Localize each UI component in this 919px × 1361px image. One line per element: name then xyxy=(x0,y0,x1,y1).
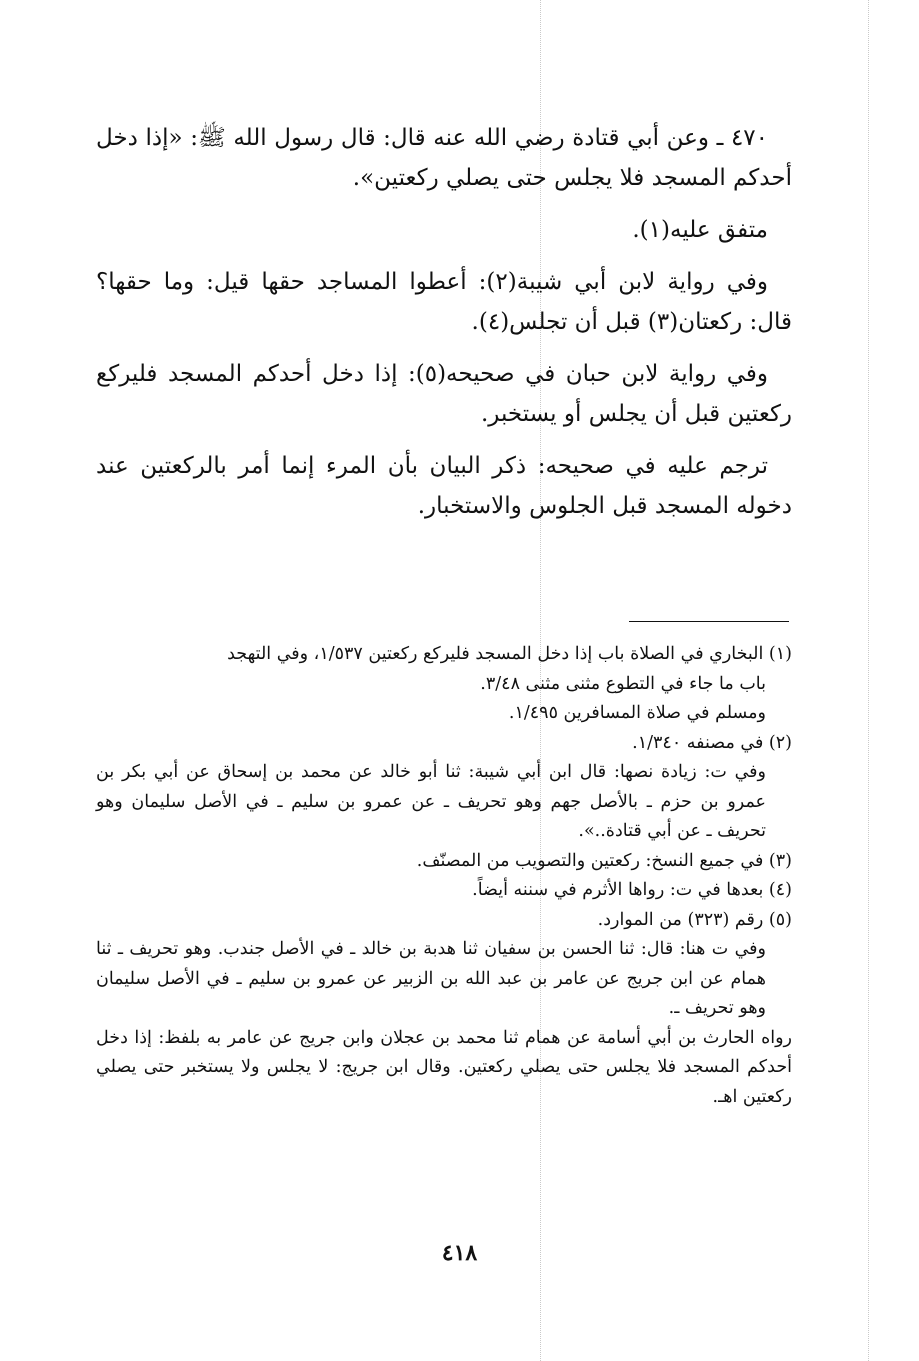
commentary-paragraph: ترجم عليه في صحيحه: ذكر البيان بأن المرء إنما أمر بالركعتين عند دخوله المسجد قبل الجلوس والاستخبار. xyxy=(96,453,792,519)
narration-paragraph: وفي رواية لابن أبي شيبة(٢): أعطوا المساجد حقها قيل: وما حقها؟ قال: ركعتان(٣) قبل أن تجلس(٤). xyxy=(96,269,792,335)
footnote-5-continued: وفي ت هنا: قال: ثنا الحسن بن سفيان ثنا هدبة بن خالد ـ في الأصل جندب. وهو تحريف ـ ثنا همام عن ابن جريج عن عامر بن عبد الله بن الزبير عن عمرو بن سليم ـ في الأصل سليمان وهو تحريف ـ. xyxy=(96,939,766,1018)
footnote-1: (١) البخاري في الصلاة باب إذا دخل المسجد فليركع ركعتين ١/٥٣٧، وفي التهجد xyxy=(227,644,792,664)
footnote-2: (٢) في مصنفه ١/٣٤٠. xyxy=(632,732,792,753)
footnote-4: (٤) بعدها في ت: رواها الأثرم في سننه أيضاً. xyxy=(472,880,792,900)
source-line: متفق عليه(١). xyxy=(632,217,768,243)
footnote-3: (٣) في جميع النسخ: ركعتين والتصويب من المصنّف. xyxy=(416,850,792,871)
hadith-paragraph: ٤٧٠ ـ وعن أبي قتادة رضي الله عنه قال: قال رسول الله ﷺ: «إذا دخل أحدكم المسجد فلا يجلس حتى يصلي ركعتين». xyxy=(96,125,792,191)
footnote-5: (٥) رقم (٣٢٣) من الموارد. xyxy=(597,909,792,930)
page-number: ٤١٨ xyxy=(441,1240,478,1266)
footnotes xyxy=(96,640,792,1112)
footnote-1-continued: باب ما جاء في التطوع مثنى مثنى ٣/٤٨. xyxy=(480,673,766,694)
scan-guide-line xyxy=(868,0,869,1361)
footnote-divider xyxy=(629,621,789,622)
main-text xyxy=(96,118,792,538)
footnote-5-continued: رواه الحارث بن أبي أسامة عن همام ثنا محمد بن عجلان وابن جريج عن عامر به بلفظ: إذا دخل أحدكم المسجد فلا يجلس حتى يصلي ركعتين. وقال ابن جريج: لا يجلس ولا يستخبر حتى يصلي ركعتين اهـ. xyxy=(96,1027,792,1107)
narration-paragraph: وفي رواية لابن حبان في صحيحه(٥): إذا دخل أحدكم المسجد فليركع ركعتين قبل أن يجلس أو يستخبر. xyxy=(96,361,792,427)
footnote-2-continued: وفي ت: زيادة نصها: قال ابن أبي شيبة: ثنا أبو خالد عن محمد بن إسحاق عن أبي بكر بن عمرو بن حزم ـ بالأصل جهم وهو تحريف ـ عن عمرو بن سليم ـ في الأصل سليمان وهو تحريف ـ عن أبي قتادة..». xyxy=(96,762,766,841)
footnote-1-continued: ومسلم في صلاة المسافرين ١/٤٩٥. xyxy=(508,703,766,723)
